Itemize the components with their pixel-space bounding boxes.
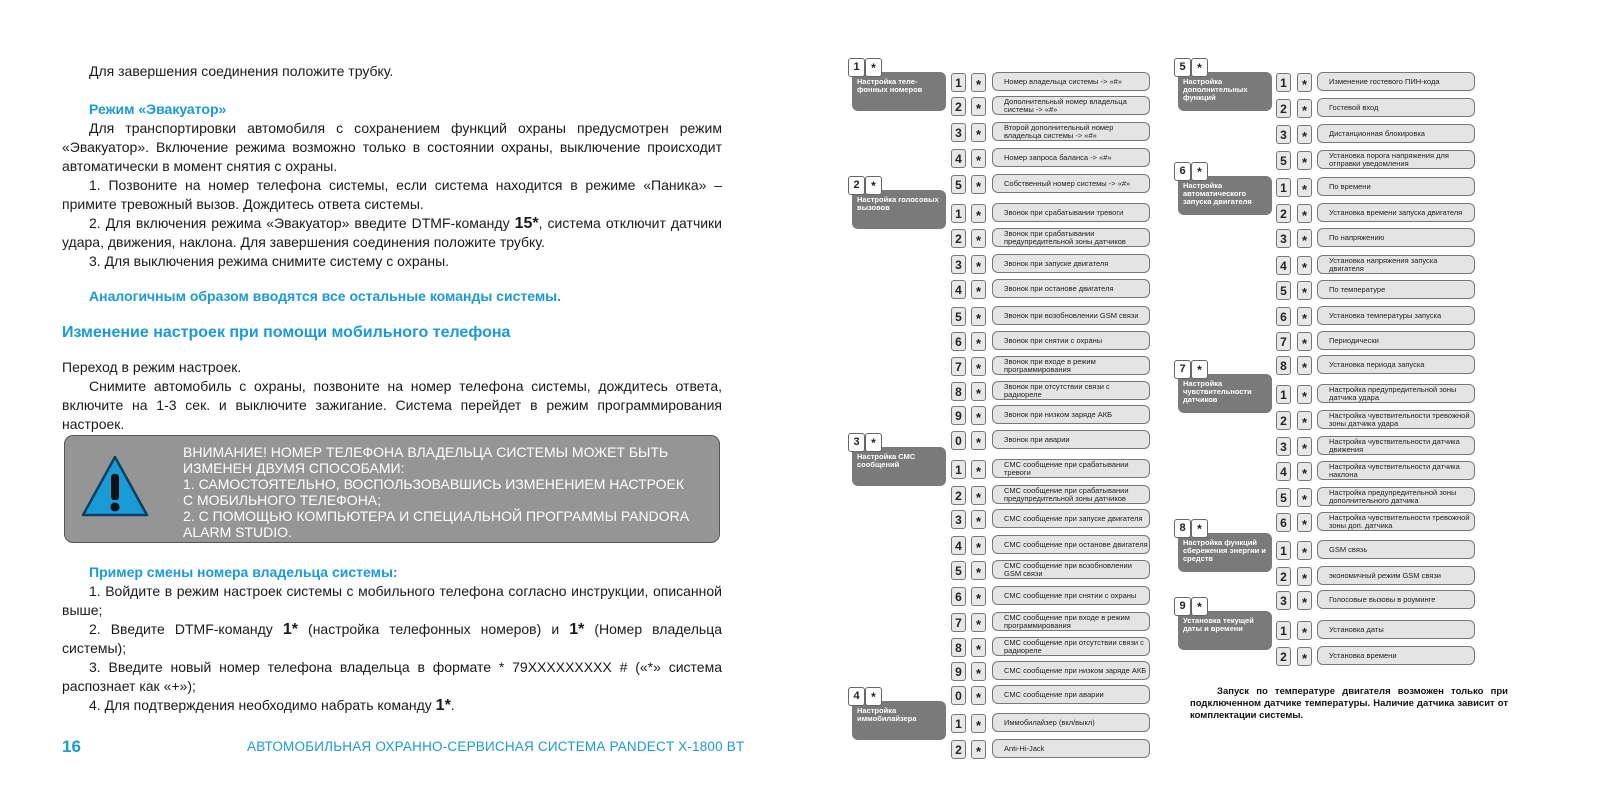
menu-item: Дополнительный номер владельца системы -> «#» [992,96,1150,115]
menu-item: СМС сообщение при срабатывании предупредительной зоны датчиков [992,485,1150,504]
menu-item: Периодически [1317,331,1475,350]
item-key: 1 [951,460,966,479]
menu-item: Номер запроса баланса -> «#» [992,148,1150,167]
item-key: 1 [1276,178,1291,197]
spacer [62,344,722,358]
section-label: Настройка голосовых вызовов [857,195,939,212]
item-key: 2 [1276,204,1291,223]
item-star-key: * [1297,229,1312,248]
item-star-key: * [971,686,986,705]
section-label: Установка текущей даты и времени [1183,616,1254,633]
item-key: 3 [951,510,966,529]
menu-item: Установка температуры запуска [1317,306,1475,325]
menu-item: Установка периода запуска [1317,355,1475,374]
section-box [852,179,946,229]
paragraph: 1. Позвоните на номер телефона системы, если система находится в режиме «Паника» – примите тревожный вызов. Дождитесь ответа системы. [62,177,722,212]
section-box [852,690,946,740]
menu-item: По времени [1317,177,1475,196]
text: . [450,697,455,713]
command-code: 1* [435,697,451,714]
text: 4. Для подтверждения необходимо набрать команду [89,697,436,713]
menu-item: Дистанционная блокировка [1317,124,1475,143]
item-star-key: * [971,229,986,248]
item-key: 8 [951,638,966,657]
menu-item: Звонок при останове двигателя [992,279,1150,298]
item-key: 1 [1276,541,1291,560]
item-key: 9 [951,662,966,681]
menu-item: Звонок при запуске двигателя [992,254,1150,273]
item-star-key: * [1297,591,1312,610]
menu-item: Настройка чувствительности тревожной зоны доп. датчика [1317,512,1475,531]
menu-item: Настройка чувствительности тревожной зоны датчика удара [1317,410,1475,429]
menu-item: Второй дополнительный номер владельца системы -> «#» [992,122,1150,141]
menu-item: Звонок при отсутствии связи с радиореле [992,381,1150,400]
left-page [62,62,722,434]
paragraph: Переход в режим настроек. [62,359,242,375]
text: 2. Для включения режима «Эвакуатор» введите DTMF-команду [89,215,515,231]
item-key: 5 [1276,488,1291,507]
item-star-key: * [971,280,986,299]
item-star-key: * [1297,178,1312,197]
warning-icon [81,454,149,518]
menu-item: Собственный номер системы -> «#» [992,174,1150,193]
item-star-key: * [971,149,986,168]
item-star-key: * [1297,281,1312,300]
command-code: 15* [514,215,539,232]
item-star-key: * [1297,488,1312,507]
example-block [62,563,722,715]
item-key: 3 [951,123,966,142]
menu-item: Настройка предупредительной зоны датчика удара [1317,384,1475,403]
item-key: 9 [951,406,966,425]
item-key: 1 [951,714,966,733]
warning-box [64,435,720,543]
item-key: 5 [951,307,966,326]
paragraph: Снимите автомобиль с охраны, позвоните на номер телефона системы, дождитесь ответа, включите на 1-3 сек. и выключите зажигание. Система перейдет в режим программирования настроек. [62,378,722,432]
footnote: Запуск по температуре двигателя возможен только при подключенном датчике температуры. Наличие датчика зависит от комплектации системы. [1190,686,1508,721]
menu-item: СМС сообщение при снятии с охраны [992,586,1150,605]
menu-item: Звонок при аварии [992,430,1150,449]
section-star-key: * [865,176,882,195]
section-box [1178,61,1272,111]
menu-item: Настройка чувствительности датчика наклона [1317,461,1475,480]
paragraph: 3. Для выключения режима снимите систему с охраны. [89,253,450,269]
section-box [1178,522,1272,572]
item-key: 5 [951,561,966,580]
menu-item: Установка порога напряжения для отправки уведомления [1317,150,1475,169]
command-code: 1* [282,621,298,638]
menu-item: Звонок при входе в режим программирования [992,356,1150,375]
menu-item: экономичный режим GSM связи [1317,566,1475,585]
item-star-key: * [1297,151,1312,170]
section-star-key: * [865,433,882,452]
menu-item: Звонок при возобновлении GSM связи [992,306,1150,325]
section-label: Настройка СМС сообщений [857,452,916,469]
menu-item: Звонок при срабатывании предупредительной зоны датчиков [992,228,1150,247]
section-number: 6 [1174,162,1191,181]
item-star-key: * [971,460,986,479]
section-box [852,436,946,486]
item-star-key: * [971,406,986,425]
menu-item: СМС сообщение при низком заряде АКБ [992,661,1150,680]
section-number: 5 [1174,58,1191,77]
item-key: 6 [951,587,966,606]
menu-item: Иммобилайзер (вкл/выкл) [992,713,1150,732]
menu-item: Установка времени [1317,646,1475,665]
item-star-key: * [971,510,986,529]
item-key: 0 [951,686,966,705]
menu-item: СМС сообщение при аварии [992,685,1150,704]
menu-item: СМС сообщение при останове двигателя [992,535,1150,554]
warning-line: ALARM STUDIO. [183,524,292,540]
item-key: 2 [1276,647,1291,666]
item-key: 3 [1276,125,1291,144]
section-label: Настройка иммобилайзера [857,706,917,723]
item-key: 0 [951,431,966,450]
example-heading: Пример смены номера владельца системы: [89,564,398,580]
text: , система отключит датчики удара, движения, наклона. Для завершения соединения положите трубку. [62,215,723,250]
item-star-key: * [971,662,986,681]
item-star-key: * [971,307,986,326]
text: (настройка телефонных номеров) и [297,621,570,637]
menu-item: Настройка предупредительной зоны дополнительного датчика [1317,487,1475,506]
paragraph: 3. Введите новый номер телефона владельца в формате * 79XXXXXXXXX # («*» система распознает как «+»); [62,659,722,694]
menu-item: СМС сообщение при входе в режим программирования [992,612,1150,631]
menu-item: GSM связь [1317,540,1475,559]
item-key: 5 [1276,151,1291,170]
menu-item: СМС сообщение при возобновлении GSM связи [992,560,1150,579]
section-number: 3 [848,433,865,452]
item-star-key: * [971,255,986,274]
warning-line: 1. САМОСТОЯТЕЛЬНО, ВОСПОЛЬЗОВАВШИСЬ ИЗМЕНЕНИЕМ НАСТРОЕК [183,476,685,492]
similar-note: Аналогичным образом вводятся все остальные команды системы. [89,288,562,304]
item-key: 8 [1276,356,1291,375]
section-heading: Изменение настроек при помощи мобильного телефона [62,324,511,341]
warning-text [183,444,703,540]
text: 2. Введите DTMF-команду [89,621,283,637]
menu-item: Звонок при срабатывании тревоги [992,203,1150,222]
item-star-key: * [1297,411,1312,430]
warning-line: 2. С ПОМОЩЬЮ КОМПЬЮТЕРА И СПЕЦИАЛЬНОЙ ПРОГРАММЫ PANDORA [183,508,690,524]
section-box [1178,165,1272,215]
section-number: 9 [1174,597,1191,616]
item-key: 6 [951,332,966,351]
command-code: 1* [569,621,585,638]
evacuator-heading: Режим «Эвакуатор» [89,101,227,117]
item-key: 2 [951,229,966,248]
item-key: 7 [951,613,966,632]
section-star-key: * [1191,597,1208,616]
item-star-key: * [971,714,986,733]
item-key: 4 [1276,462,1291,481]
paragraph: Для транспортировки автомобиля с сохранением функций охраны предусмотрен режим «Эвакуатор». Включение режима возможно только в состоянии охраны, выключение происходит автоматически в момент снятия с охраны. [62,120,722,174]
menu-item: СМС сообщение при запуске двигателя [992,509,1150,528]
menu-item: Голосовые вызовы в роуминге [1317,590,1475,609]
item-star-key: * [971,73,986,92]
item-star-key: * [971,97,986,116]
item-key: 1 [951,73,966,92]
item-key: 2 [951,97,966,116]
menu-item: СМС сообщение при срабатывании тревоги [992,459,1150,478]
section-label: Настройка функций сбережения энергии и средств [1183,538,1266,563]
section-label: Настройка дополнительных функций [1183,77,1248,102]
item-key: 5 [951,175,966,194]
paragraph: 1. Войдите в режим настроек системы с мобильного телефона согласно инструкции, описанной выше; [62,583,722,618]
item-key: 7 [951,357,966,376]
menu-item: По напряжению [1317,228,1475,247]
section-star-key: * [1191,58,1208,77]
item-key: 4 [951,149,966,168]
page-number: 16 [62,737,81,756]
section-box [1178,600,1272,650]
warning-line: ИЗМЕНЕН ДВУМЯ СПОСОБАМИ: [183,460,405,476]
section-star-key: * [865,687,882,706]
item-star-key: * [971,740,986,759]
item-star-key: * [971,561,986,580]
item-star-key: * [971,175,986,194]
menu-item: Звонок при низком заряде АКБ [992,405,1150,424]
item-star-key: * [1297,647,1312,666]
item-key: 3 [1276,229,1291,248]
item-star-key: * [1297,541,1312,560]
item-key: 7 [1276,332,1291,351]
menu-item: По температуре [1317,280,1475,299]
paragraph: Для завершения соединения положите трубку. [89,63,394,79]
spacer [62,306,722,322]
item-star-key: * [971,332,986,351]
item-key: 1 [1276,73,1291,92]
menu-item: Настройка чувствительности датчика движения [1317,436,1475,455]
item-key: 6 [1276,513,1291,532]
item-star-key: * [1297,332,1312,351]
item-star-key: * [1297,621,1312,640]
menu-item: Anti-Hi-Jack [992,739,1150,758]
paragraph [62,214,722,252]
section-box [852,61,946,111]
item-star-key: * [971,613,986,632]
item-star-key: * [1297,256,1312,275]
item-star-key: * [1297,513,1312,532]
item-star-key: * [1297,462,1312,481]
section-box [1178,363,1272,413]
section-star-key: * [1191,360,1208,379]
item-key: 3 [1276,437,1291,456]
item-key: 2 [1276,411,1291,430]
item-key: 6 [1276,307,1291,326]
item-star-key: * [1297,125,1312,144]
item-star-key: * [1297,99,1312,118]
item-star-key: * [971,382,986,401]
menu-item: Установка напряжения запуска двигателя [1317,255,1475,274]
section-number: 8 [1174,519,1191,538]
item-key: 4 [951,280,966,299]
section-star-key: * [1191,519,1208,538]
item-star-key: * [1297,437,1312,456]
item-star-key: * [1297,567,1312,586]
item-key: 4 [951,536,966,555]
menu-item: Установка времени запуска двигателя [1317,203,1475,222]
section-number: 1 [848,58,865,77]
item-star-key: * [971,486,986,505]
section-label: Настройка автоматического запуска двигателя [1183,181,1252,206]
item-star-key: * [971,204,986,223]
item-key: 8 [951,382,966,401]
paragraph [62,620,722,658]
section-star-key: * [865,58,882,77]
item-key: 2 [1276,567,1291,586]
spacer [62,271,722,287]
item-star-key: * [971,123,986,142]
item-star-key: * [1297,307,1312,326]
spacer [62,81,722,100]
section-star-key: * [1191,162,1208,181]
section-label: Настройка теле-фонных номеров [857,77,923,94]
section-number: 2 [848,176,865,195]
item-key: 4 [1276,256,1291,275]
item-star-key: * [1297,385,1312,404]
item-star-key: * [971,536,986,555]
menu-item: Звонок при снятии с охраны [992,331,1150,350]
item-key: 2 [1276,99,1291,118]
menu-item: Гостевой вход [1317,98,1475,117]
item-star-key: * [1297,356,1312,375]
item-key: 1 [951,204,966,223]
item-key: 3 [1276,591,1291,610]
item-key: 5 [1276,281,1291,300]
item-key: 1 [1276,621,1291,640]
paragraph [62,696,722,715]
section-number: 4 [848,687,865,706]
item-star-key: * [971,357,986,376]
warning-line: ВНИМАНИЕ! НОМЕР ТЕЛЕФОНА ВЛАДЕЛЬЦА СИСТЕМЫ МОЖЕТ БЫТЬ [183,444,669,460]
warning-line: С МОБИЛЬНОГО ТЕЛЕФОНА; [183,492,382,508]
running-footer: АВТОМОБИЛЬНАЯ ОХРАННО-СЕРВИСНАЯ СИСТЕМА PANDECT X-1800 BT [247,739,745,754]
item-key: 2 [951,486,966,505]
item-star-key: * [971,431,986,450]
item-key: 2 [951,740,966,759]
menu-item: СМС сообщение при отсутствии связи с радиореле [992,637,1150,656]
menu-item: Изменение гостевого ПИН-кода [1317,72,1475,91]
item-key: 1 [1276,385,1291,404]
item-star-key: * [971,638,986,657]
item-key: 3 [951,255,966,274]
section-label: Настройка чувствительности датчиков [1183,379,1252,404]
menu-item: Установка даты [1317,620,1475,639]
text: (Номер владельца системы); [62,621,723,656]
item-star-key: * [1297,204,1312,223]
section-number: 7 [1174,360,1191,379]
item-star-key: * [1297,73,1312,92]
item-star-key: * [971,587,986,606]
menu-item: Номер владельца системы -> «#» [992,72,1150,91]
